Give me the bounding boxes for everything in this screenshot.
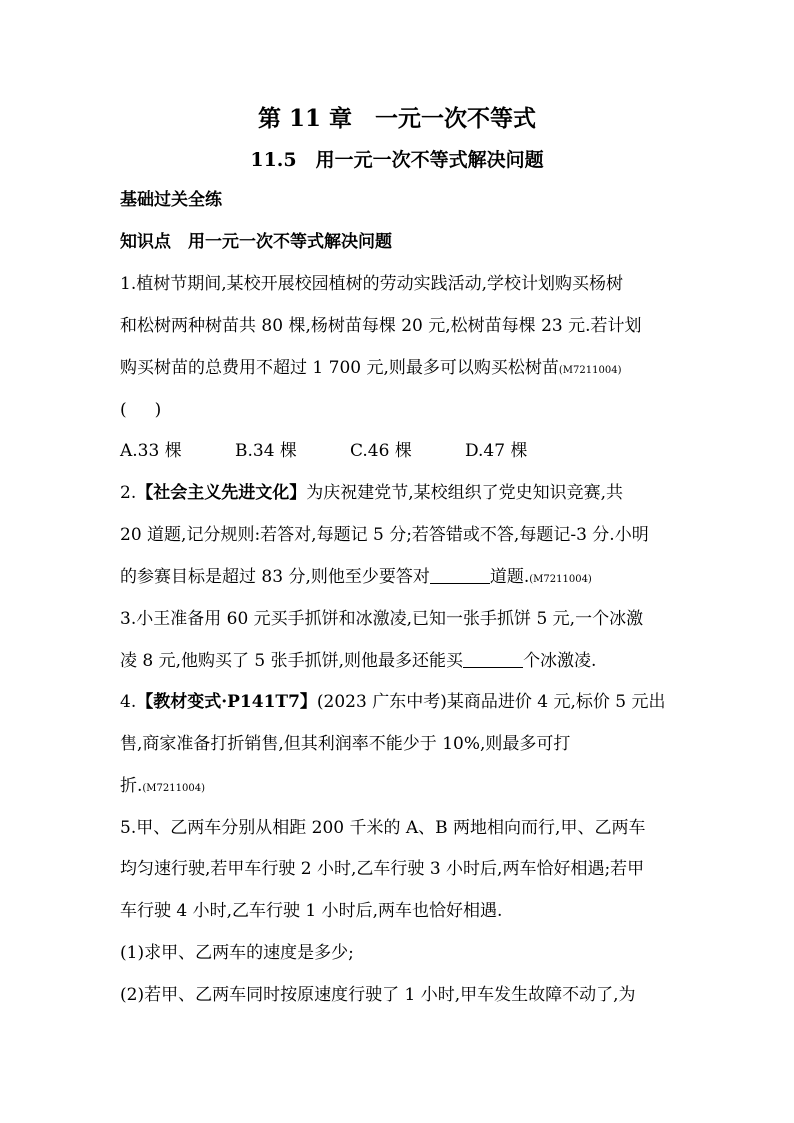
q2-line-2: 20 道题,记分规则:若答对,每题记 5 分;若答错或不答,每题记-3 分.小明 bbox=[120, 525, 649, 545]
q2-code: (M7211004) bbox=[529, 574, 592, 585]
q3-line-2-end: 个冰激凌. bbox=[523, 651, 597, 671]
section-title: 11.5 用一元一次不等式解决问题 bbox=[250, 149, 544, 171]
q5-line-3: 车行驶 4 小时,乙车行驶 1 小时后,两车也恰好相遇. bbox=[120, 901, 503, 921]
q3-answer-blank[interactable] bbox=[463, 651, 523, 668]
q4-number: 4. bbox=[120, 692, 137, 712]
knowledge-point-heading: 知识点 用一元一次不等式解决问题 bbox=[120, 232, 392, 252]
chapter-title: 第 11 章 一元一次不等式 bbox=[257, 105, 537, 132]
q1-option-d: D.47 棵 bbox=[465, 441, 528, 461]
section-heading: 基础过关全练 bbox=[120, 190, 222, 210]
q1-code: (M7211004) bbox=[558, 365, 622, 376]
q1-line-3 bbox=[120, 356, 621, 383]
q2-line-3 bbox=[120, 565, 592, 592]
q2-line-3-text: 的参赛目标是超过 83 分,则他至少要答对 bbox=[120, 567, 430, 587]
q2-answer-blank[interactable] bbox=[430, 567, 490, 584]
q5-sub-1: (1)求甲、乙两车的速度是多少; bbox=[120, 943, 354, 963]
q4-line-1-text: (2023 广东中考)某商品进价 4 元,标价 5 元出 bbox=[316, 692, 666, 712]
paren-close: ) bbox=[154, 400, 162, 420]
q4-line-3-text: 折. bbox=[120, 776, 143, 796]
q1-line-3-text: 购买树苗的总费用不超过 1 700 元,则最多可以购买松树苗 bbox=[120, 358, 559, 378]
q1-options bbox=[120, 439, 527, 463]
q4-line-1 bbox=[120, 690, 666, 714]
q2-number: 2. bbox=[120, 483, 137, 503]
q4-line-2: 售,商家准备打折销售,但其利润率不能少于 10%,则最多可打 bbox=[120, 734, 571, 754]
q5-sub-2: (2)若甲、乙两车同时按原速度行驶了 1 小时,甲车发生故障不动了,为 bbox=[120, 985, 636, 1005]
q4-line-3 bbox=[120, 774, 205, 801]
q1-line-1: 1.植树节期间,某校开展校园植树的劳动实践活动,学校计划购买杨树 bbox=[120, 274, 624, 294]
q2-line-3-end: 道题. bbox=[489, 567, 530, 587]
q1-option-b: B.34 棵 bbox=[235, 441, 297, 461]
q1-answer-parens bbox=[120, 398, 161, 422]
q3-line-1: 3.小王准备用 60 元买手抓饼和冰激凌,已知一张手抓饼 5 元,一个冰激 bbox=[120, 609, 644, 629]
q5-line-2: 均匀速行驶,若甲车行驶 2 小时,乙车行驶 3 小时后,两车恰好相遇;若甲 bbox=[120, 859, 645, 879]
q2-line-1-text: 为庆祝建党节,某校组织了党史知识竞赛,共 bbox=[306, 483, 624, 503]
q4-code: (M7211004) bbox=[142, 783, 205, 794]
q1-option-a: A.33 棵 bbox=[120, 441, 182, 461]
q4-tag: 【教材变式·P141T7】 bbox=[136, 692, 317, 712]
q3-line-2-text: 凌 8 元,他购买了 5 张手抓饼,则他最多还能买 bbox=[120, 651, 464, 671]
q1-line-2: 和松树两种树苗共 80 棵,杨树苗每棵 20 元,松树苗每棵 23 元.若计划 bbox=[120, 316, 642, 336]
q2-line-1 bbox=[120, 481, 623, 505]
q3-line-2 bbox=[120, 649, 596, 673]
q5-line-1: 5.甲、乙两车分别从相距 200 千米的 A、B 两地相向而行,甲、乙两车 bbox=[120, 818, 646, 838]
paren-open: ( bbox=[120, 400, 127, 420]
q2-tag: 【社会主义先进文化】 bbox=[136, 483, 307, 503]
q1-option-c: C.46 棵 bbox=[350, 441, 412, 461]
